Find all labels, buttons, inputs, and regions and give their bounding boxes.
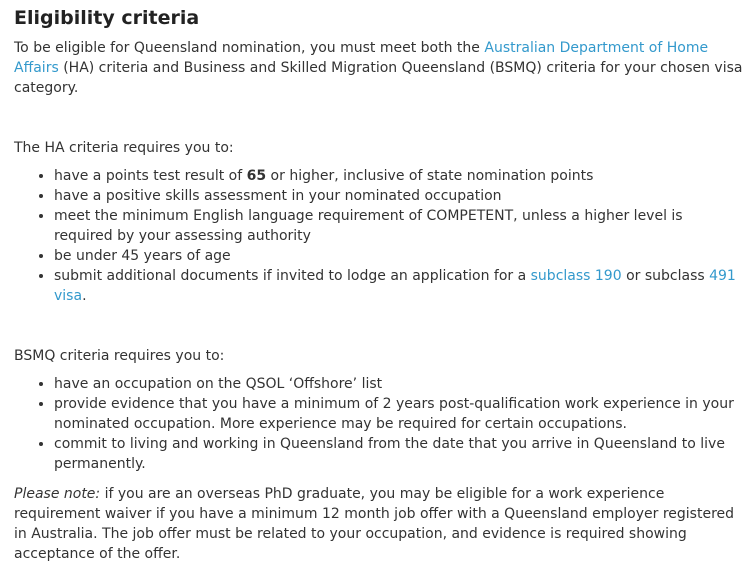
- list-item-text: or subclass: [621, 268, 710, 284]
- subclass-491-link[interactable]: 491 visa: [54, 268, 736, 304]
- please-note-paragraph: [14, 484, 743, 564]
- list-item: [54, 266, 743, 306]
- intro-paragraph: [14, 38, 743, 98]
- list-item-text: submit additional documents if invited to lodge an application for a: [54, 268, 531, 284]
- list-item: • have a positive skills assessment in your nominated occupation: [54, 186, 743, 206]
- points-value: 65: [246, 168, 267, 184]
- intro-text-before: To be eligible for Queensland nomination, you must meet both the: [14, 40, 485, 56]
- home-affairs-link[interactable]: Australian Department of Home Affairs: [14, 40, 709, 76]
- subclass-190-link[interactable]: subclass 190: [530, 268, 622, 284]
- list-item: • provide evidence that you have a minimum of 2 years post-qualification work experience in your nominated occupation. More experience may be required for certain occupations.: [54, 394, 743, 434]
- bsmq-criteria-list: [14, 374, 743, 474]
- list-item: • commit to living and working in Queensland from the date that you arrive in Queensland to live permanently.: [54, 434, 743, 474]
- intro-text-after: (HA) criteria and Business and Skilled Migration Queensland (BSMQ) criteria for your chosen visa category.: [14, 60, 743, 96]
- spacer: [14, 306, 743, 346]
- list-item-text: or higher, inclusive of state nomination points: [266, 168, 594, 184]
- ha-criteria-intro: The HA criteria requires you to:: [14, 140, 234, 156]
- spacer: [14, 98, 743, 138]
- note-text: if you are an overseas PhD graduate, you may be eligible for a work experience requirement waiver if you have a minimum 12 month job offer with a Queensland employer registered in Australia. The job offer must be related to your occupation, and evidence is required showing acceptance of the offer.: [14, 486, 735, 562]
- list-item: • be under 45 years of age: [54, 246, 743, 266]
- list-item: • meet the minimum English language requirement of COMPETENT, unless a higher level is required by your assessing authority: [54, 206, 743, 246]
- list-item: [54, 166, 743, 186]
- list-item-text: have a points test result of: [54, 168, 247, 184]
- bsmq-criteria-intro: BSMQ criteria requires you to:: [14, 348, 225, 364]
- list-item-text: .: [82, 288, 87, 304]
- note-label: Please note:: [14, 486, 101, 502]
- list-item: • have an occupation on the QSOL ‘Offshore’ list: [54, 374, 743, 394]
- ha-criteria-list: [14, 166, 743, 306]
- page-title: Eligibility criteria: [14, 7, 200, 29]
